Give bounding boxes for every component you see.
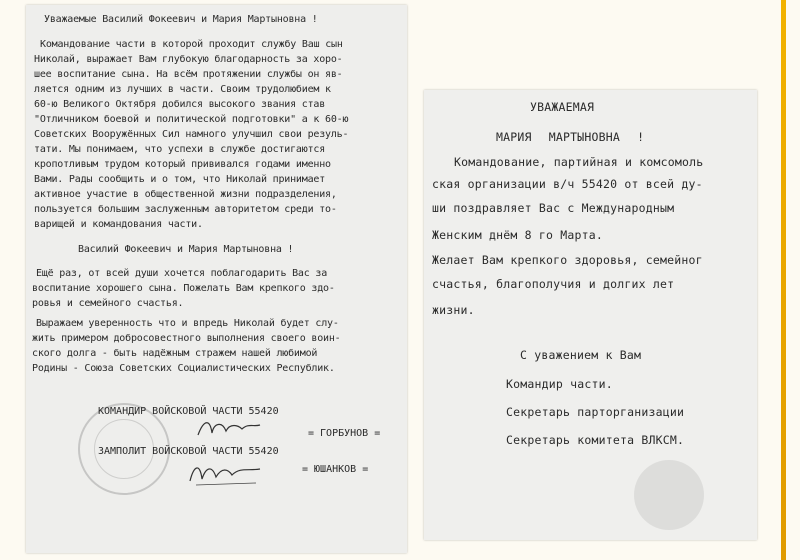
paragraph-line: ского долга - быть надёжным стражем нашей любимой [32,348,318,359]
commander-title: КОМАНДИР ВОЙСКОВОЙ ЧАСТИ 55420 [98,406,279,417]
body-line: ши поздравляет Вас с Международным [432,201,675,215]
body-line: счастья, благополучия и долгих лет [432,277,675,291]
paragraph-line: Николай, выражает Вам глубокую благодарность за хоро- [34,54,343,65]
commander-name: = ГОРБУНОВ = [308,428,381,439]
commander-signature [194,415,264,443]
body-line: Женским днём 8 го Марта. [432,228,603,242]
paragraph-line: шее воспитание сына. На всём протяжении службы он яв- [34,69,343,80]
signer-line: Секретарь комитета ВЛКСМ. [506,433,685,447]
paragraph-line: кропотливым трудом который прививался годами именно [34,159,331,170]
paragraph-line: варищей и командования части. [34,219,203,230]
body-line: ская организации в/ч 55420 от всей ду- [432,177,703,191]
paragraph-line: Ещё раз, от всей души хочется поблагодарить Вас за [36,268,328,279]
paragraph-line: ровья и семейного счастья. [32,298,184,309]
body-line: Командование, партийная и комсомоль [454,155,704,169]
heading-line-2: МАРИЯ МАРТЫНОВНА ! [496,130,645,144]
body-line: Желает Вам крепкого здоровья, семейног [432,253,703,267]
paragraph-line: активное участие в общественной жизни подразделения, [34,189,337,200]
heading-line-1: УВАЖАЕМАЯ [530,100,595,114]
signer-line: Командир части. [506,377,613,391]
deputy-name: = ЮШАНКОВ = [302,464,369,475]
body-line: жизни. [432,303,475,317]
paragraph-line: пользуется большим заслуженным авторитетом среди то- [34,204,337,215]
letter-to-mother [424,90,757,540]
second-greeting: Василий Фокеевич и Мария Мартыновна ! [78,244,294,255]
signer-line: Секретарь парторганизации [506,405,685,419]
paragraph-line: тати. Мы понимаем, что успехи в службе достигаются [34,144,326,155]
decorative-border [781,0,786,560]
paragraph-line: Родины - Союза Советских Социалистических Республик. [32,363,335,374]
paragraph-line: жить примером добросовестного выполнения своего воин- [32,333,341,344]
letter-greeting: Уважаемые Василий Фокеевич и Мария Мартыновна ! [44,14,318,25]
letter-to-parents [26,5,407,553]
paragraph-line: Вами. Рады сообщить и о том, что Николай принимает [34,174,326,185]
paragraph-line: Выражаем уверенность что и впредь Николай будет слу- [36,318,339,329]
deputy-signature [186,457,266,489]
paragraph-line: Командование части в которой проходит службу Ваш сын [40,39,343,50]
paragraph-line: ляется одним из лучших в части. Своим трудолюбием к [34,84,331,95]
paragraph-line: "Отличником боевой и политической подготовки" а к 60-ю [34,114,349,125]
paragraph-line: 60-ю Великого Октября добился высокого звания став [34,99,326,110]
deputy-title: ЗАМПОЛИТ ВОЙСКОВОЙ ЧАСТИ 55420 [98,446,279,457]
closing-line: С уважением к Вам [520,348,642,362]
paragraph-line: воспитание хорошего сына. Пожелать Вам крепкого здо- [32,283,335,294]
paper-smudge [634,460,704,530]
paragraph-line: Советских Вооружённых Сил намного улучшил свои резуль- [34,129,349,140]
